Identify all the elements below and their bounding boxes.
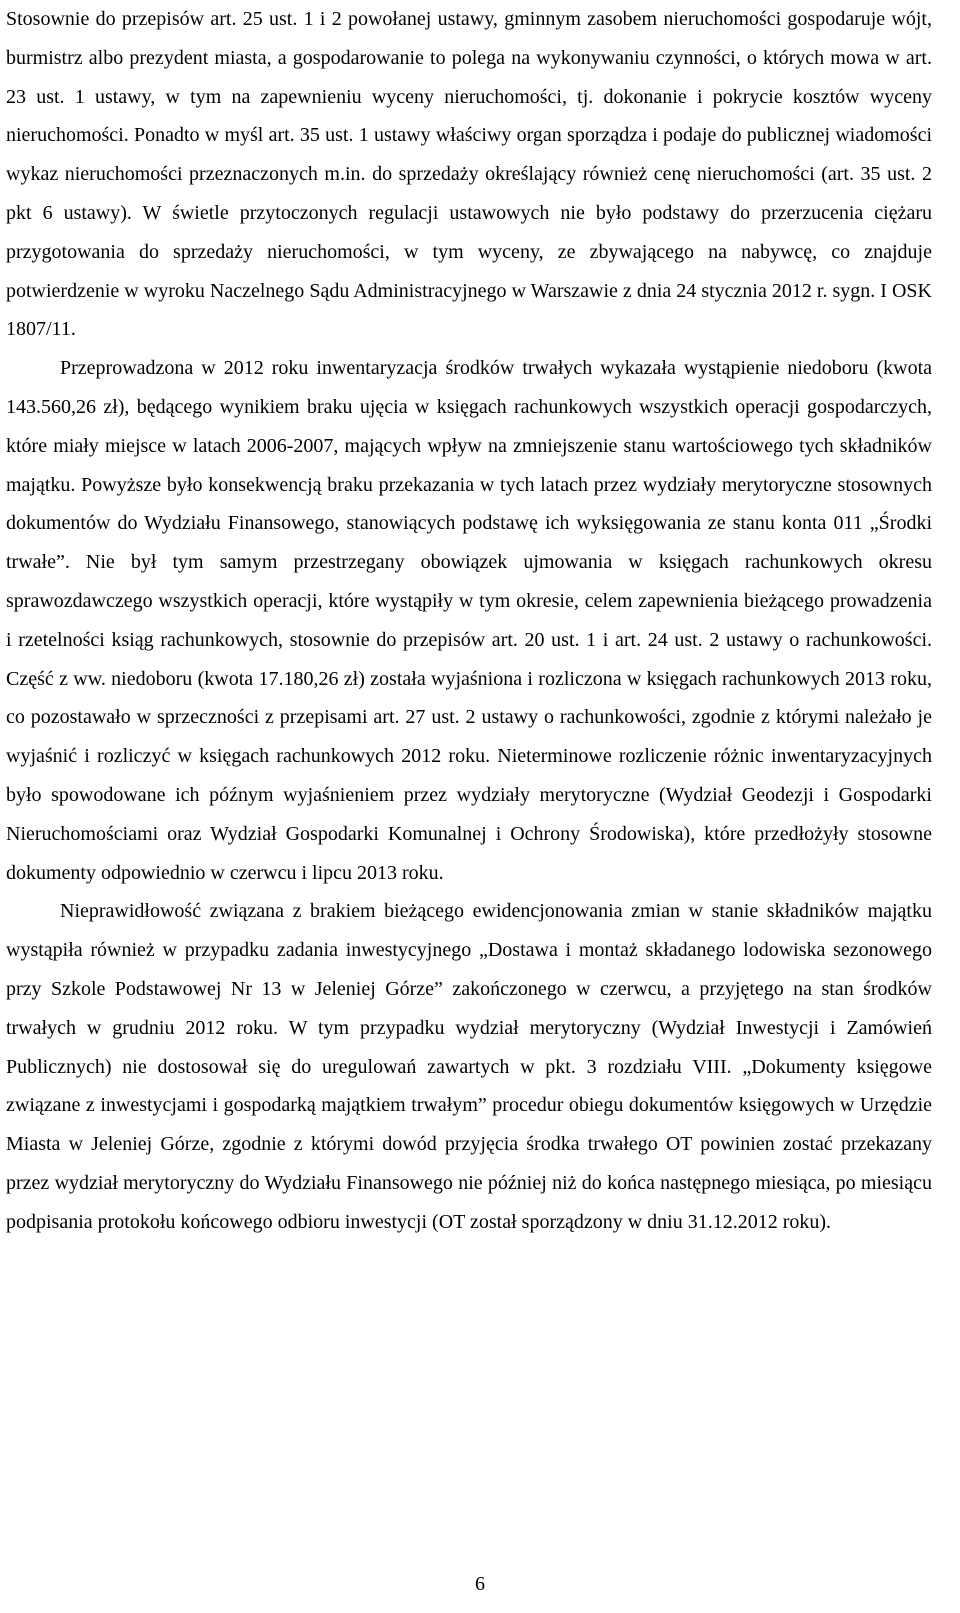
- document-page: [6, 0, 932, 1242]
- page-number: 6: [475, 1573, 485, 1595]
- paragraph-skating-rink-investment: Nieprawidłowość związana z brakiem bieżącego ewidencjonowania zmian w stanie składników majątku wystąpiła również w przypadku zadania inwestycyjnego „Dostawa i montaż składanego lodowiska sezonowego przy Szkole Podstawowej Nr 13 w Jeleniej Górze” zakończonego w czerwcu, a przyjętego na stan środków trwałych w grudniu 2012 roku. W tym przypadku wydział merytoryczny (Wydział Inwestycji i Zamówień Publicznych) nie dostosował się do uregulowań zawartych w pkt. 3 rozdziału VIII. „Dokumenty księgowe związane z inwestycjami i gospodarką majątkiem trwałym” procedur obiegu dokumentów księgowych w Urzędzie Miasta w Jeleniej Górze, zgodnie z którymi dowód przyjęcia środka trwałego OT powinien zostać przekazany przez wydział merytoryczny do Wydziału Finansowego nie później niż do końca następnego miesiąca, po miesiącu podpisania protokołu końcowego odbioru inwestycji (OT został sporządzony w dniu 31.12.2012 roku).: [6, 900, 932, 1233]
- paragraph-real-estate-valuation: Stosownie do przepisów art. 25 ust. 1 i 2 powołanej ustawy, gminnym zasobem nieruchomości gospodaruje wójt, burmistrz albo prezydent miasta, a gospodarowanie to polega na wykonywaniu czynności, o których mowa w art. 23 ust. 1 ustawy, w tym na zapewnieniu wyceny nieruchomości, tj. dokonanie i pokrycie kosztów wyceny nieruchomości. Ponadto w myśl art. 35 ust. 1 ustawy właściwy organ sporządza i podaje do publicznej wiadomości wykaz nieruchomości przeznaczonych m.in. do sprzedaży określający również cenę nieruchomości (art. 35 ust. 2 pkt 6 ustawy). W świetle przytoczonych regulacji ustawowych nie było podstawy do przerzucenia ciężaru przygotowania do sprzedaży nieruchomości, w tym wyceny, ze zbywającego na nabywcę, co znajduje potwierdzenie w wyroku Naczelnego Sądu Administracyjnego w Warszawie z dnia 24 stycznia 2012 r. sygn. I OSK 1807/11.: [6, 8, 932, 341]
- paragraph-inventory-shortage: Przeprowadzona w 2012 roku inwentaryzacja środków trwałych wykazała wystąpienie niedoboru (kwota 143.560,26 zł), będącego wynikiem braku ujęcia w księgach rachunkowych wszystkich operacji gospodarczych, które miały miejsce w latach 2006-2007, mających wpływ na zmniejszenie stanu wartościowego tych składników majątku. Powyższe było konsekwencją braku przekazania w tych latach przez wydziały merytoryczne stosownych dokumentów do Wydziału Finansowego, stanowiących podstawę ich wyksięgowania ze stanu konta 011 „Środki trwałe”. Nie był tym samym przestrzegany obowiązek ujmowania w księgach rachunkowych okresu sprawozdawczego wszystkich operacji, które wystąpiły w tym okresie, celem zapewnienia bieżącego prowadzenia i rzetelności ksiąg rachunkowych, stosownie do przepisów art. 20 ust. 1 i art. 24 ust. 2 ustawy o rachunkowości. Część z ww. niedoboru (kwota 17.180,26 zł) została wyjaśniona i rozliczona w księgach rachunkowych 2013 roku, co pozostawało w sprzeczności z przepisami art. 27 ust. 2 ustawy o rachunkowości, zgodnie z którymi należało je wyjaśnić i rozliczyć w księgach rachunkowych 2012 roku. Nieterminowe rozliczenie różnic inwentaryzacyjnych było spowodowane ich późnym wyjaśnieniem przez wydziały merytoryczne (Wydział Geodezji i Gospodarki Nieruchomościami oraz Wydział Gospodarki Komunalnej i Ochrony Środowiska), które przedłożyły stosowne dokumenty odpowiednio w czerwcu i lipcu 2013 roku.: [6, 357, 932, 884]
